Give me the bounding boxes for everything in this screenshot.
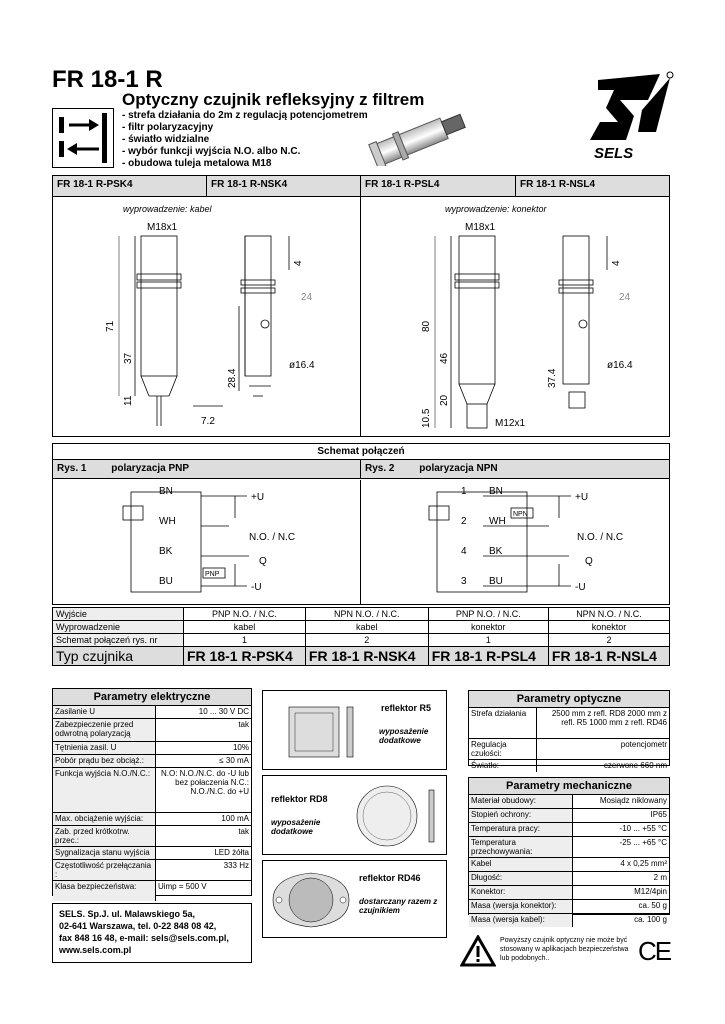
pin-number: 4 — [461, 546, 467, 557]
table-cell: PNP N.O. / N.C. — [184, 608, 306, 621]
output-q: Q — [585, 556, 593, 567]
dim-label: 20 — [439, 394, 450, 406]
param-key: Masa (wersja kabel): — [469, 914, 573, 927]
param-row — [469, 837, 669, 858]
reflector-r5-drawing — [267, 697, 367, 767]
param-key: Światło: — [469, 760, 537, 772]
page-title: FR 18-1 R — [52, 66, 163, 93]
reflector-rd46-drawing — [267, 865, 355, 935]
supply-minus: -U — [251, 582, 262, 593]
type-cell: FR 18-1 R-PSK4 — [184, 647, 306, 666]
sensor-photo — [365, 106, 470, 166]
param-key: Pobór prądu bez obciąż.: — [53, 755, 156, 767]
param-key: Długość: — [469, 872, 573, 885]
cable-version-drawing — [53, 216, 358, 436]
row-label: Schemat połączeń rys. nr — [53, 634, 184, 647]
param-row — [469, 795, 669, 809]
param-row — [53, 860, 251, 881]
param-key: Materiał obudowy: — [469, 795, 573, 808]
ce-mark: CE — [638, 936, 671, 966]
table-row — [53, 621, 670, 634]
reflector-rd8-box — [262, 775, 447, 855]
param-row — [53, 706, 251, 719]
param-row — [469, 809, 669, 823]
param-row — [469, 739, 669, 760]
type-cell: FR 18-1 R-NSK4 — [305, 647, 428, 666]
table-row — [53, 634, 670, 647]
wire-label: BU — [489, 576, 503, 587]
param-row — [53, 881, 251, 901]
model-header: FR 18-1 R-NSK4 — [207, 176, 361, 196]
feature-item: - światło widzialne — [122, 134, 210, 145]
company-line: 02-641 Warszawa, tel. 0-22 848 08 42, — [59, 921, 217, 931]
param-key: Strefa działania — [469, 708, 537, 738]
dim-label: 80 — [421, 320, 432, 332]
dim-label: 4 — [611, 260, 622, 266]
table-cell: PNP N.O. / N.C. — [428, 608, 548, 621]
param-value: M12/4pin — [634, 887, 667, 896]
row-label: Wyjście — [53, 608, 184, 621]
param-value: IP65 — [650, 810, 667, 819]
dim-label: 7.2 — [201, 416, 215, 427]
reflector-note: wyposażenie dodatkowe — [379, 727, 429, 745]
param-row — [469, 872, 669, 886]
type-cell: FR 18-1 R-PSL4 — [428, 647, 548, 666]
model-header: FR 18-1 R-PSK4 — [53, 176, 207, 196]
supply-minus: -U — [575, 582, 586, 593]
param-row — [469, 914, 669, 927]
table-cell: konektor — [548, 621, 669, 634]
rys-label: Rys. 2 — [365, 463, 395, 474]
param-key: Regulacja czułości: — [469, 739, 537, 759]
param-row — [469, 858, 669, 872]
param-value: 2500 mm z refl. RD8 2000 mm z refl. R5 1000 mm z refl. RD46 — [551, 709, 667, 727]
output-mode: N.O. / N.C — [577, 532, 624, 543]
param-row — [53, 768, 251, 813]
table-cell: 2 — [305, 634, 428, 647]
wire-label: BU — [159, 576, 173, 587]
param-key: Częstotliwość przełączania : — [53, 860, 156, 880]
pin-number: 3 — [461, 576, 467, 587]
rys-desc: polaryzacja NPN — [419, 463, 498, 474]
supply-plus: +U — [575, 492, 589, 503]
rys-desc: polaryzacja PNP — [111, 463, 190, 474]
model-header: FR 18-1 R-NSL4 — [520, 179, 596, 190]
schematic-frame — [52, 443, 670, 605]
company-line: fax 848 16 48, e-mail: sels@sels.com.pl, — [59, 933, 229, 943]
dim-label: 4 — [293, 260, 304, 266]
connector-version-drawing — [363, 216, 668, 436]
reflector-rd8-drawing — [351, 780, 445, 852]
pnp-wiring-diagram — [53, 482, 359, 604]
sels-logo — [590, 70, 675, 162]
electrical-params — [52, 688, 252, 896]
section-title: Parametry mechaniczne — [469, 778, 669, 795]
wire-label: WH — [489, 516, 506, 527]
feature-item: - obudowa tuleja metalowa M18 — [122, 158, 272, 169]
company-info — [52, 903, 252, 963]
feature-item: - wybór funkcji wyjścia N.O. albo N.C. — [122, 146, 301, 157]
param-value: Uimp = 500 V — [157, 882, 207, 891]
param-row — [53, 826, 251, 847]
reflex-sensor-icon — [52, 108, 114, 168]
feature-list — [122, 110, 368, 170]
output-q: Q — [259, 556, 267, 567]
param-value: Mosiądz niklowany — [599, 796, 667, 805]
dim-label: 24 — [301, 292, 313, 303]
company-line: www.sels.com.pl — [59, 945, 132, 955]
param-key: Temperatura przechowywania: — [469, 837, 573, 857]
param-row — [469, 900, 669, 914]
table-cell: konektor — [428, 621, 548, 634]
feature-item: - filtr polaryzacyjny — [122, 122, 214, 133]
wire-label: BN — [159, 486, 173, 497]
npn-tag: NPN — [513, 511, 528, 518]
logo-text: SELS — [594, 145, 634, 162]
param-value: czerwone 660 nm — [603, 761, 667, 770]
output-mode: N.O. / N.C — [249, 532, 296, 543]
param-value: tak — [238, 720, 249, 729]
param-value: ≤ 30 mA — [219, 756, 249, 765]
schematic-title: Schemat połączeń — [53, 444, 669, 460]
table-cell: 1 — [428, 634, 548, 647]
company-line: SELS. Sp.J. ul. Malawskiego 5a, — [59, 909, 196, 919]
mechanical-params — [468, 777, 670, 924]
param-key: Klasa bezpieczeństwa: — [53, 881, 156, 901]
param-key: Zab. przed krótkotrw. przec.: — [53, 826, 156, 846]
param-value: potencjometr — [620, 740, 667, 749]
param-value: tak — [238, 827, 249, 836]
param-value: -25 ... +65 °C — [619, 838, 667, 847]
table-cell: kabel — [184, 621, 306, 634]
param-key: Zasilanie U — [53, 706, 156, 718]
section-title: Parametry optyczne — [469, 691, 669, 708]
dim-label: 10.5 — [421, 408, 432, 428]
dim-label: M18x1 — [147, 222, 178, 233]
wire-label: BK — [489, 546, 503, 557]
warning-text: Powyższy czujnik optyczny nie może być stosowany w aplikacjach bezpieczeństwa lub podobnych.. — [500, 937, 629, 962]
param-value: 10 ... 30 V DC — [198, 707, 249, 716]
param-value: -10 ... +55 °C — [619, 824, 667, 833]
rys-label: Rys. 1 — [57, 463, 87, 474]
feature-item: - strefa działania do 2m z regulacją potencjometrem — [122, 110, 368, 121]
wire-label: BN — [489, 486, 503, 497]
wire-label: BK — [159, 546, 173, 557]
param-value: 100 mA — [221, 814, 249, 823]
npn-wiring-diagram — [363, 482, 669, 604]
dim-label: 71 — [105, 320, 116, 332]
param-key: Funkcja wyjścia N.O./N.C.: — [53, 768, 156, 812]
table-cell: NPN N.O. / N.C. — [305, 608, 428, 621]
warning-icon — [460, 935, 496, 967]
section-title: Parametry elektryczne — [53, 689, 251, 706]
reflector-rd46-box — [262, 860, 447, 938]
drawing-caption: wyprowadzenie: konektor — [445, 204, 547, 214]
param-key: Stopień ochrony: — [469, 809, 573, 822]
param-row — [469, 886, 669, 900]
row-label: Wyprowadzenie — [53, 621, 184, 634]
param-key: Tętnienia zasil. U — [53, 742, 156, 754]
param-row — [53, 719, 251, 742]
drawings-frame — [52, 175, 670, 437]
drawing-caption: wyprowadzenie: kabel — [123, 204, 212, 214]
dim-label: ø16.4 — [607, 360, 633, 371]
param-key: Max. obciążenie wyjścia: — [53, 813, 156, 825]
reflector-note: dostarczany razem z czujnikiem — [359, 897, 438, 915]
param-row — [53, 755, 251, 768]
reflector-name: reflektor RD46 — [359, 873, 421, 883]
param-value: ca. 50 g — [638, 901, 667, 910]
param-key: Temperatura pracy: — [469, 823, 573, 836]
page-subtitle: Optyczny czujnik refleksyjny z filtrem — [122, 90, 425, 109]
param-row — [469, 823, 669, 837]
pin-number: 2 — [461, 516, 467, 527]
type-cell: FR 18-1 R-NSL4 — [548, 647, 669, 666]
dim-label: 37.4 — [547, 368, 558, 388]
param-row — [53, 847, 251, 860]
dim-label: 11 — [123, 395, 134, 406]
dim-label: ø16.4 — [289, 360, 315, 371]
reflector-r5-box — [262, 690, 447, 770]
param-value: 333 Hz — [223, 861, 249, 870]
table-row — [53, 608, 670, 621]
param-key: Masa (wersja konektor): — [469, 900, 573, 913]
param-value: ca. 100 g — [634, 915, 667, 924]
param-value: 4 x 0,25 mm² — [620, 859, 667, 868]
param-row — [469, 708, 669, 739]
reflector-name: reflektor RD8 — [271, 794, 328, 804]
reflector-name: reflektor R5 — [381, 703, 432, 713]
pin-number: 1 — [461, 486, 467, 497]
param-value: 2 m — [653, 873, 667, 882]
param-value: N.O: N.O./N.C. do -U lub bez połaczenia N.C.: N.O./N.C. do +U — [160, 769, 249, 796]
spec-table — [52, 607, 670, 666]
param-value: LED żółta — [214, 848, 249, 857]
row-label: Typ czujnika — [53, 647, 184, 666]
dim-label: 28.4 — [227, 368, 238, 388]
param-key: Konektor: — [469, 886, 573, 899]
param-key: Kabel — [469, 858, 573, 871]
dim-label: 46 — [439, 352, 450, 364]
table-cell: 1 — [184, 634, 306, 647]
param-key: Sygnalizacja stanu wyjścia — [53, 847, 156, 859]
param-value: 10% — [232, 743, 249, 752]
param-key: Zabezpieczenie przed odwrotną polaryzacją — [53, 719, 156, 741]
model-header: FR 18-1 R-PSL4 — [361, 176, 516, 196]
dim-label: 24 — [619, 292, 631, 303]
table-cell: 2 — [548, 634, 669, 647]
table-row — [53, 647, 670, 666]
dim-label: M12x1 — [495, 418, 526, 429]
param-row — [469, 760, 669, 772]
pnp-tag: PNP — [205, 571, 220, 578]
param-row — [53, 813, 251, 826]
optical-params — [468, 690, 670, 770]
reflector-note: wyposażenie dodatkowe — [271, 818, 321, 836]
wire-label: WH — [159, 516, 176, 527]
param-row — [53, 742, 251, 755]
table-cell: kabel — [305, 621, 428, 634]
table-cell: NPN N.O. / N.C. — [548, 608, 669, 621]
dim-label: M18x1 — [465, 222, 496, 233]
supply-plus: +U — [251, 492, 265, 503]
dim-label: 37 — [123, 352, 134, 364]
